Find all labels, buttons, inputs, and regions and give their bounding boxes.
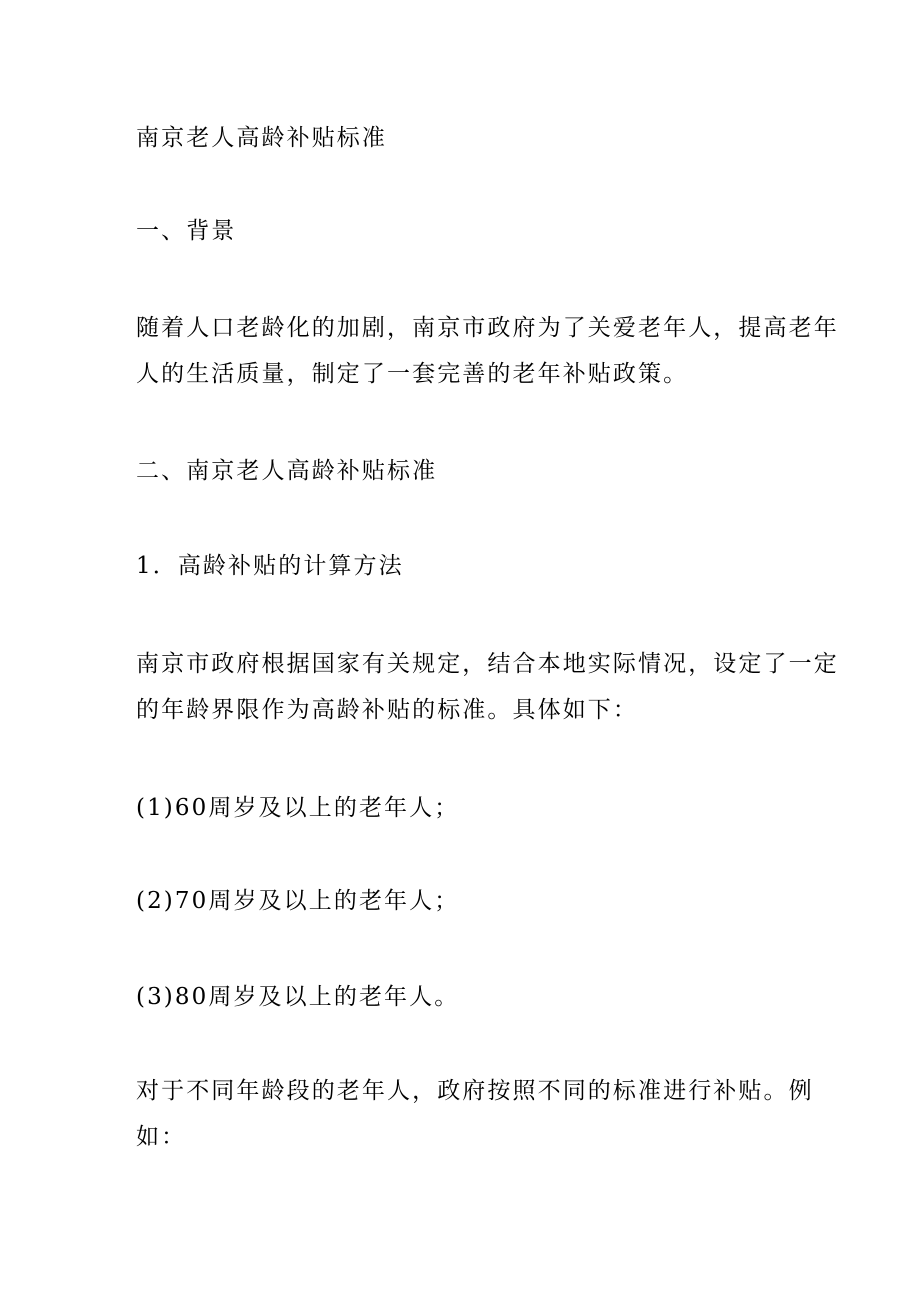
method-paragraph	[136, 641, 839, 733]
subsection-heading-method: 1．高龄补贴的计算方法	[136, 553, 404, 579]
closing-paragraph	[136, 1068, 814, 1160]
document-title: 南京老人高龄补贴标准	[136, 125, 387, 151]
age-item-60: (1)60周岁及以上的老年人；	[136, 795, 460, 821]
paragraph-line: 人的生活质量，制定了一套完善的老年补贴政策。	[136, 361, 689, 387]
section-heading-standards: 二、南京老人高龄补贴标准	[136, 458, 438, 484]
paragraph-line: 如：	[136, 1124, 187, 1150]
age-item-80: (3)80周岁及以上的老年人。	[136, 984, 460, 1010]
paragraph-line: 随着人口老龄化的加剧，南京市政府为了关爱老年人，提高老年	[136, 315, 839, 341]
paragraph-line: 南京市政府根据国家有关规定，结合本地实际情况，设定了一定	[136, 651, 839, 677]
background-paragraph	[136, 305, 839, 397]
section-heading-background: 一、背景	[136, 218, 237, 244]
paragraph-line: 的年龄界限作为高龄补贴的标准。具体如下：	[136, 697, 638, 723]
paragraph-line: 对于不同年龄段的老年人，政府按照不同的标准进行补贴。例	[136, 1078, 814, 1104]
age-item-70: (2)70周岁及以上的老年人；	[136, 888, 460, 914]
